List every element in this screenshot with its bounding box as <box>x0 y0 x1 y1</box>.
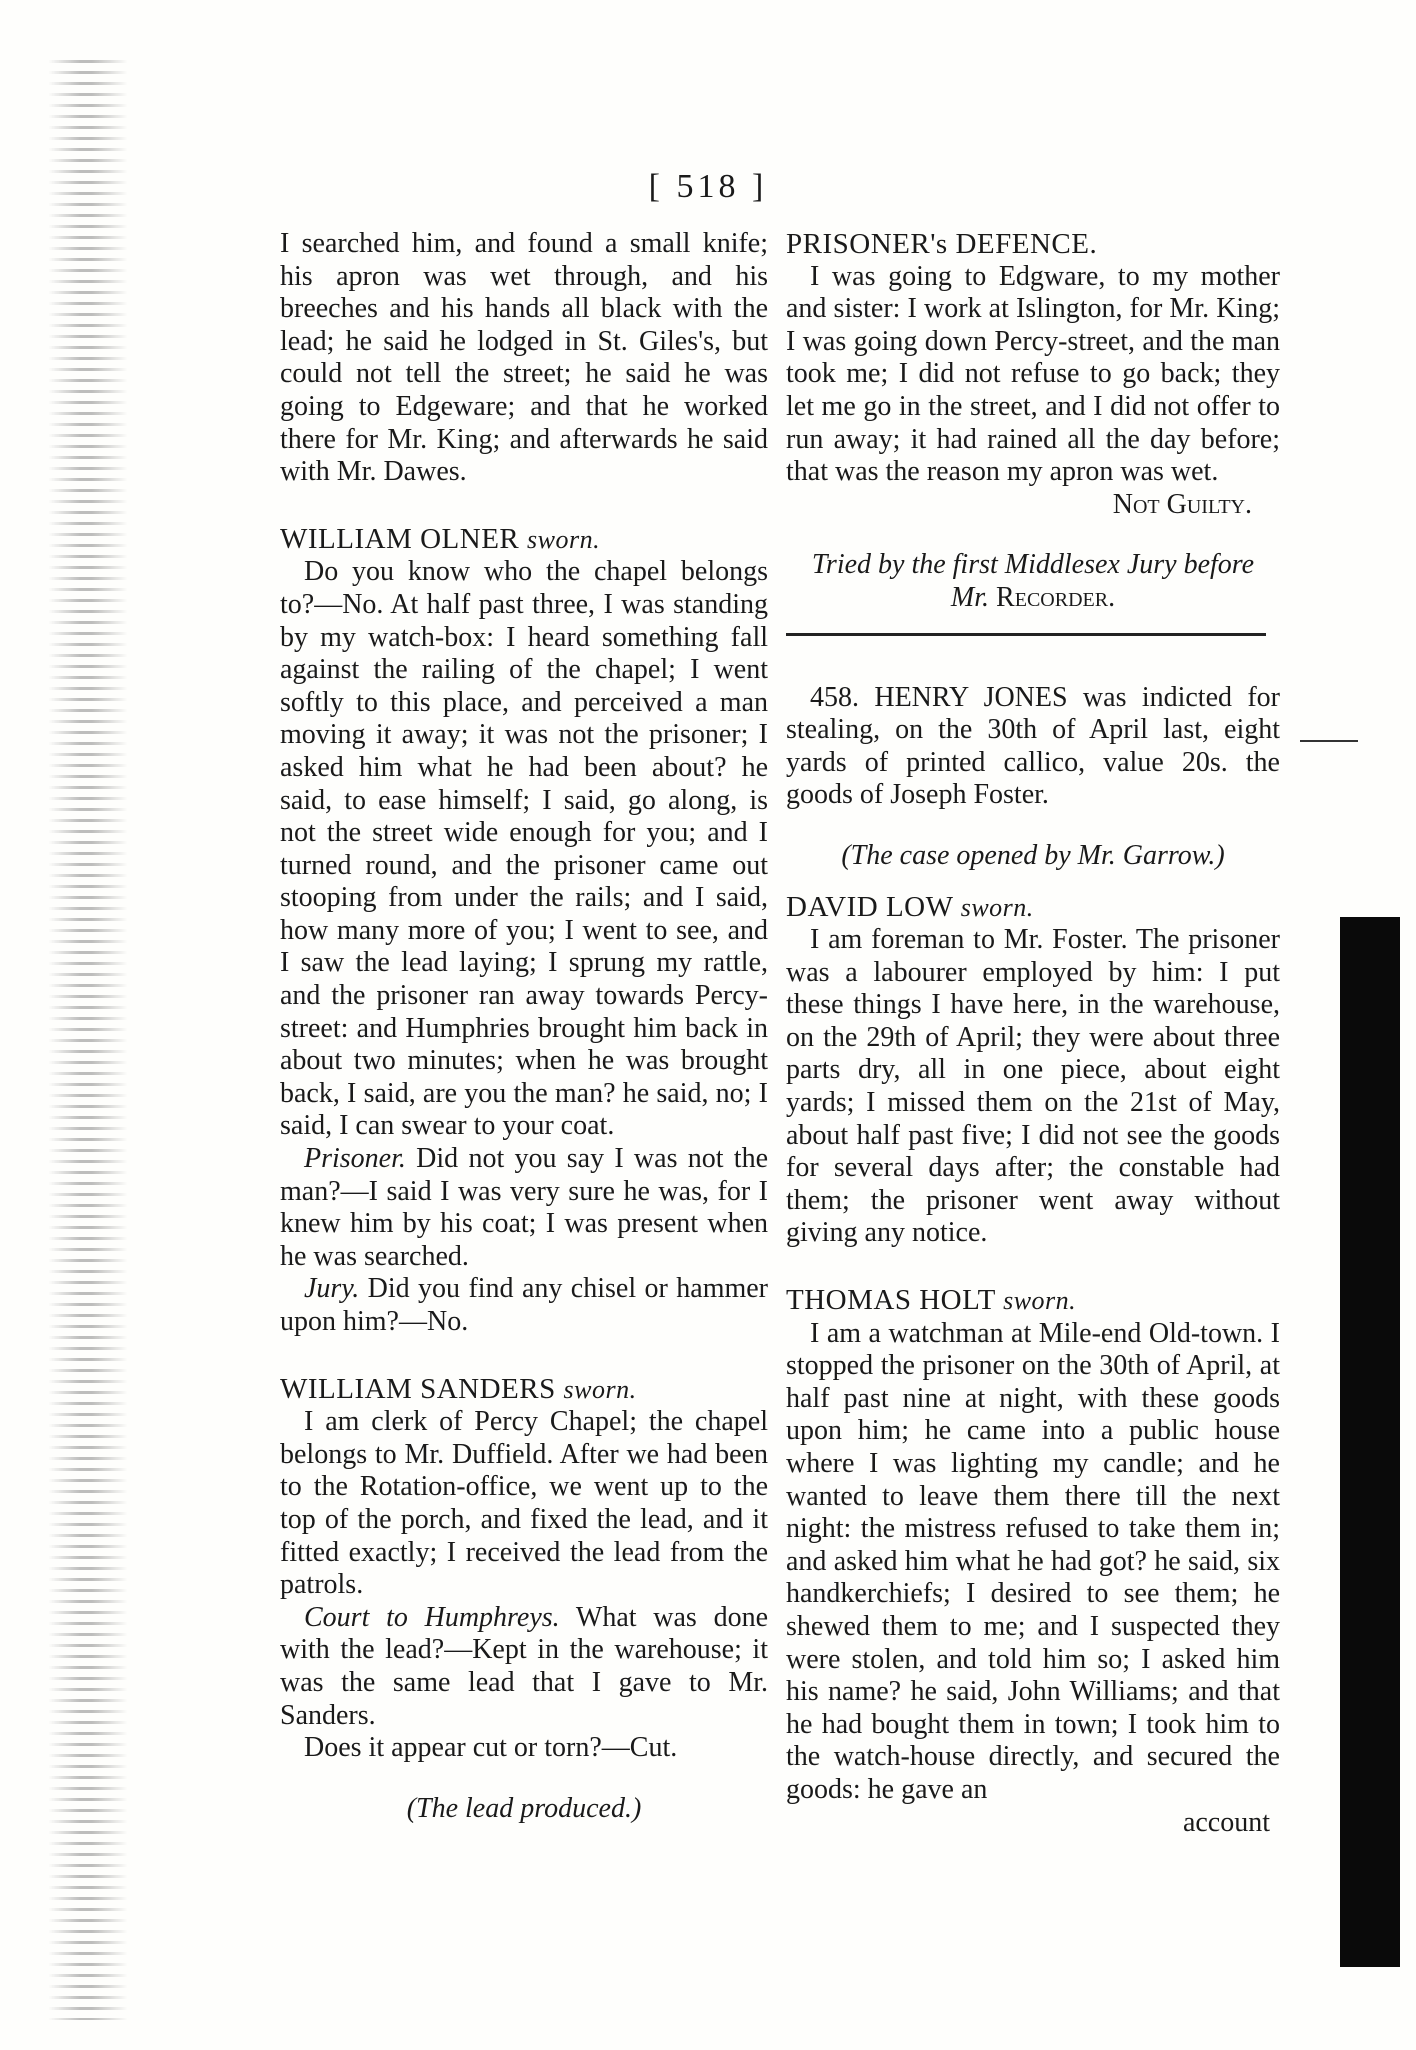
speaker: Prisoner. <box>304 1143 406 1175</box>
witness-name: WILLIAM OLNER <box>280 522 520 555</box>
witness-name: DAVID LOW <box>786 890 953 923</box>
testimony-paragraph: I am a watchman at Mile-end Old-town. I stopped the prisoner on the 30th of April, at half past nine at night, with these goods upon him; he came into a public house where I was lighting my candle; and he wanted to leave them there till the next night: the mistress refused to take them in; and asked him what he had got? he said, six handkerchiefs; I desired to see them; he shewed them to me; and I suspected they were stolen, and told him so; I asked him his name? he said, John Williams; and that he had bought them in town; I took him to the watch-house directly, and secured the goods: he gave an <box>786 1317 1280 1805</box>
stage-note: (The lead produced.) <box>406 1792 642 1824</box>
testimony-paragraph: Do you know who the chapel belongs to?—No. At half past three, I was standing by my watch-box: I heard something fall against the railing of the chapel; I went softly to this place, and perceived a man moving it away; it was not the prisoner; I asked him what he had been about? he said, to ease himself; I said, go along, is not the street wide enough for you; and I turned round, and the prisoner came out stooping from under the rails; and I said, how many more of you; I went to see, and I saw the lead laying; I sprung my rattle, and the prisoner ran away towards Percy-street: and Humphries brought him back in about two minutes; when he was brought back, I said, are you the man? he said, no; I said, I can swear to your coat. <box>280 556 768 1142</box>
verdict: Not Guilty. <box>1112 488 1252 520</box>
testimony-paragraph: I am foreman to Mr. Foster. The prisoner was a labourer employed by him: I put these things I have here, in the warehouse, on the 29th of April; they were about three parts dry, all in one piece, about eight yards; I missed them on the 21st of May, about half past five; I did not see the goods for several days after; the constable had them; the prisoner went away without giving any notice. <box>786 924 1280 1249</box>
case-number: 458. <box>810 681 859 713</box>
witness-name: WILLIAM SANDERS <box>280 1372 556 1405</box>
catchword: account <box>1182 1806 1270 1838</box>
testimony-paragraph: Prisoner. Did not you say I was not the man?—I said I was very sure he was, for I knew him by his coat; I was present when he was searched. <box>280 1143 768 1272</box>
left-column <box>280 228 768 1825</box>
testimony-paragraph: I am clerk of Percy Chapel; the chapel belongs to Mr. Duffield. After we had been to the Rotation-office, we went up to the top of the porch, and fixed the lead, and it fitted exactly; I received the lead from the patrols. <box>280 1406 768 1601</box>
speaker: Jury. <box>304 1273 360 1305</box>
witness-name: THOMAS HOLT <box>786 1284 996 1317</box>
testimony-paragraph: Court to Humphreys. What was done with the lead?—Kept in the warehouse; it was the same lead that I gave to Mr. Sanders. <box>280 1601 768 1731</box>
tried-by-line: Tried by the first Middlesex Jury before <box>811 549 1255 581</box>
right-column <box>786 228 1280 1839</box>
sworn-label: sworn. <box>527 524 601 554</box>
indictment-paragraph: 458. HENRY JONES was indicted for stealing, on the 30th of April last, eight yards of printed callico, value 20s. the goods of Joseph Foster. <box>786 681 1281 811</box>
stage-note: (The case opened by Mr. Garrow.) <box>841 839 1225 871</box>
binding-gutter <box>48 60 128 2020</box>
page-number: [ 518 ] <box>648 168 768 205</box>
testimony-paragraph: Jury. Did you find any chisel or hammer upon him?—No. <box>280 1273 768 1337</box>
testimony-paragraph: Does it appear cut or torn?—Cut. <box>304 1732 678 1764</box>
sworn-label: sworn. <box>1003 1286 1077 1316</box>
paragraph: I searched him, and found a small knife; his apron was wet through, and his breeches and his hands all black with the lead; he said he lodged in St. Giles's, but could not tell the street; he said he was going to Edgeware; and that he worked there for Mr. King; and afterwards he said with Mr. Dawes. <box>280 228 768 488</box>
witness-heading <box>280 523 768 557</box>
witness-heading <box>786 1284 1280 1318</box>
witness-heading <box>280 1373 768 1407</box>
margin-dash <box>1300 740 1358 742</box>
defence-paragraph: I was going to Edgware, to my mother and sister: I work at Islington, for Mr. King; I was going down Percy-street, and the man took me; I did not refuse to go back; they let me go in the street, and I did not offer to run away; it had rained all the day before; that was the reason my apron was wet. <box>786 260 1280 488</box>
scan-edge-bar <box>1340 917 1400 1967</box>
tried-by-line: Mr. Recorder. <box>950 581 1116 613</box>
defendant-name: HENRY JONES <box>874 681 1068 713</box>
witness-heading <box>786 891 1280 925</box>
section-heading: PRISONER's DEFENCE. <box>786 228 1098 260</box>
sworn-label: sworn. <box>563 1374 637 1404</box>
speaker: Court to Humphreys. <box>304 1601 560 1633</box>
sworn-label: sworn. <box>960 892 1034 922</box>
